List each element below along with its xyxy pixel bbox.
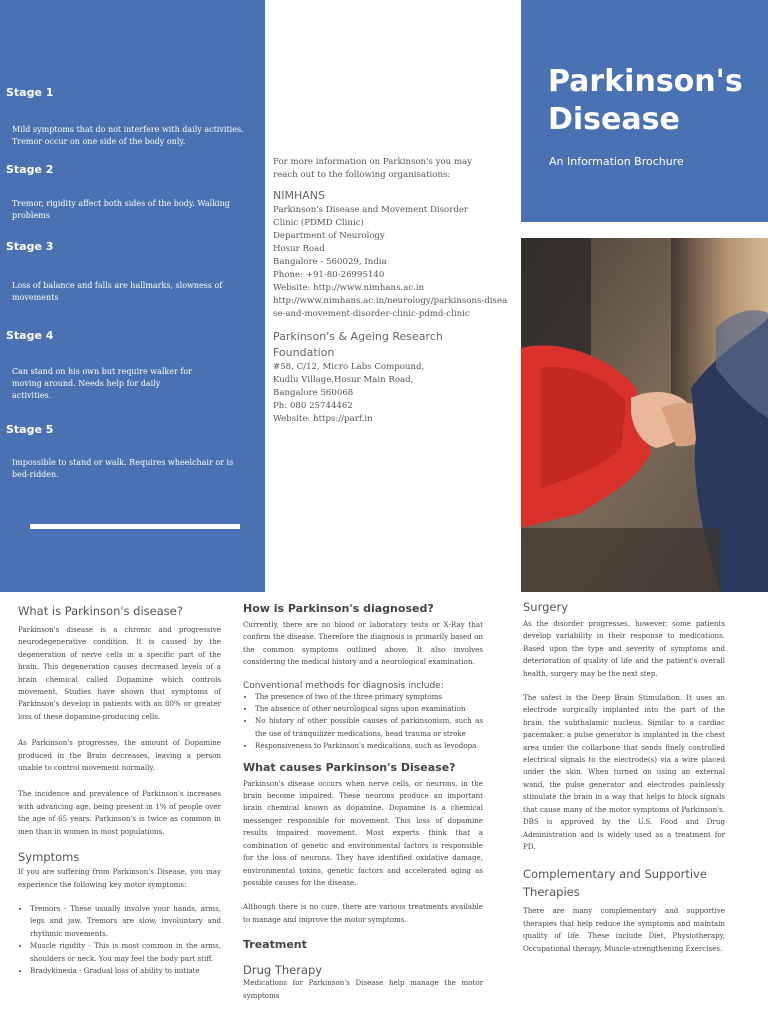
conventional-item: • The absence of other neurological signs upon examination: [255, 703, 483, 715]
org1-link[interactable]: http://www.nimhans.ac.in/neurology/parkinsons-disease-and-movement-disorder-clinic-pdmd-clinic: [273, 296, 508, 319]
treatment-heading: Treatment: [243, 938, 307, 952]
stage-2-text: Tremor, rigidity affect both sides of the body. Walking problems: [12, 199, 230, 220]
cover-title-line1: Parkinson's: [548, 64, 743, 99]
what-is-paragraph-2: As Parkinson's progresses, the amount of Dopamine produced in the Brain decreases, leaving a person unable to control movement normally.: [18, 738, 221, 773]
cover-title-line2: Disease: [548, 102, 680, 137]
cover-block: [521, 0, 768, 222]
diagnosed-heading: How is Parkinson's diagnosed?: [243, 602, 434, 615]
causes-paragraph-1: Parkinson's disease occurs when nerve cells, or neurons, in the brain become impaired. These neurons produce an important brain chemical known as dopamine. Dopamine is a chemical messenger responsible for movement. This loss of dopamine results impaired movement. Most experts think that a combination of genetic and environmental factors is responsible for the loss of neurons. They have identified oxidative damage, environmental toxins, genetic factors and accelerated aging as possible causes for the disease.: [243, 778, 483, 887]
stages-panel: [0, 0, 265, 592]
causes-heading: What causes Parkinson's Disease?: [243, 760, 456, 774]
contact-intro: For more information on Parkinson's you may reach out to the following organisations:: [273, 157, 473, 180]
org1-website[interactable]: Website: http://www.nimhans.ac.in: [273, 283, 425, 293]
stage-4-text: Can stand on his own but require walker for moving around. Needs help for daily activities.: [12, 367, 192, 400]
org1-name: NIMHANS: [273, 189, 325, 202]
stage-5-text: Impossible to stand or walk. Requires wheelchair or is bed-ridden.: [12, 458, 234, 479]
stage-1-title: Stage 1: [6, 86, 54, 99]
diagnosed-paragraph: Currently, there are no blood or laboratory tests or X-Ray that confirm the disease. Therefore the diagnosis is primarily based on the common symptoms outlined above. It also involves considering the medical history and a neurological examination.: [243, 620, 483, 667]
org2-website[interactable]: Website: https://parf.in: [273, 414, 373, 424]
org1-line: Parkinson's Disease and Movement Disorder Clinic (PDMD Clinic): [273, 205, 469, 228]
stage-4-title: Stage 4: [6, 329, 54, 342]
what-is-paragraph-1: Parkinson's disease is a chronic and progressive neurodegenerative condition. It is caused by the degeneration of nerve cells in a specific part of the brain. This degeneration causes decreased levels of a brain chemical called Dopamine which controls movement. Studies have shown that symptoms of Parkinson's develop in patients with an 80% or greater loss of these dopamine-producing cells.: [18, 625, 221, 721]
org1-line: Phone: +91-80-26995140: [273, 270, 385, 280]
divider-line: [30, 524, 240, 529]
symptoms-intro: If you are suffering from Parkinson's Disease, you may experience the following key motor symptoms:: [18, 867, 221, 889]
conventional-heading: Conventional methods for diagnosis include:: [243, 680, 444, 691]
symptoms-list: [18, 903, 221, 977]
surgery-paragraph-2: The safest is the Deep Brain Stimulation. It uses an electrode surgically implanted into the part of the brain, the subthalamic nucleus. Similar to a cardiac pacemaker, a pulse generator is implanted in the chest area under the collarbone that sends finely controlled electrical signals to the electrode(s) via a wire placed under the skin. When turned on using an external wand, the pulse generator and electrodes painlessly stimulate the brain in a way that helps to block signals that cause many of the motor symptoms of Parkinson's. DBS is approved by the U.S. Food and Drug Administration and is widely used as a treatment for PD.: [523, 693, 725, 851]
drug-therapy-heading: Drug Therapy: [243, 963, 323, 978]
conventional-item: • Responsiveness to Parkinson's medications, such as levodopa: [255, 740, 483, 752]
column-3: [523, 600, 725, 955]
cover-photo: [521, 238, 768, 592]
stage-3-title: Stage 3: [6, 240, 54, 253]
surgery-heading: Surgery: [523, 600, 569, 614]
stage-2-title: Stage 2: [6, 163, 54, 176]
stage-3-text: Loss of balance and falls are hallmarks, slowness of movements: [12, 281, 223, 302]
contact-section: [273, 156, 513, 426]
conventional-item: • No history of other possible causes of parkinsonism, such as the use of tranquilizer medications, head trauma or stroke: [255, 715, 483, 740]
org2-line: Bangalore 560068: [273, 388, 354, 398]
drug-therapy-paragraph: Medications for Parkinson's Disease help manage the motor symptoms: [243, 978, 483, 1000]
complementary-heading: Complementary and Supportive Therapies: [523, 867, 707, 900]
conventional-item: • The presence of two of the three primary symptoms: [255, 691, 483, 703]
column-1: [18, 604, 221, 977]
symptom-item: • Muscle rigidity - This is most common in the arms, shoulders or neck. You may feel the body part stiff.: [30, 940, 221, 965]
conventional-list: [243, 691, 483, 753]
org2-line: #58, C/12, Micro Labs Compound,: [273, 362, 425, 372]
stage-5-title: Stage 5: [6, 423, 54, 436]
column-2: [243, 602, 483, 1002]
what-is-heading: What is Parkinson's disease?: [18, 604, 183, 618]
symptom-item: • Bradykinesia - Gradual loss of ability to initiate: [30, 965, 221, 977]
org1-line: Bangalore - 560029, India: [273, 257, 387, 267]
org2-line: Ph: 080 25744462: [273, 401, 353, 411]
org1-line: Hosur Road: [273, 244, 325, 254]
symptoms-heading: Symptoms: [18, 850, 80, 865]
symptom-item: • Tremors - These usually involve your hands, arms, legs and jaw. Tremors are slow, involuntary and rhythmic movements.: [30, 903, 221, 940]
org2-name: Parkinson's & Ageing Research Foundation: [273, 330, 443, 359]
cover-subtitle: An Information Brochure: [549, 155, 684, 168]
surgery-paragraph-1: As the disorder progresses, however, some patients develop variability in their response to medications. Based upon the type and severity of symptoms and deterioration of quality of life and the patient's overall health, surgery may be the next step.: [523, 619, 725, 678]
stage-1-text: Mild symptoms that do not interfere with daily activities. Tremor occur on one side of the body only.: [12, 125, 244, 146]
complementary-paragraph: There are many complementary and supportive therapies that help reduce the symptoms and maintain quality of life. These include Diet, Physiotherapy, Occupational therapy, Muscle-strengthening Exercises.: [523, 906, 725, 953]
hands-photo-image: [521, 238, 768, 592]
org2-line: Kudlu Village,Hosur Main Road,: [273, 375, 414, 385]
causes-paragraph-2: Although there is no cure, there are various treatments available to manage and improve the motor symptoms.: [243, 902, 483, 924]
org1-line: Department of Neurology: [273, 231, 385, 241]
what-is-paragraph-3: The incidence and prevalence of Parkinson's increases with advancing age, being present in 1% of people over the age of 65 years. Parkinson's is twice as common in men than in women in most populations.: [18, 789, 221, 836]
